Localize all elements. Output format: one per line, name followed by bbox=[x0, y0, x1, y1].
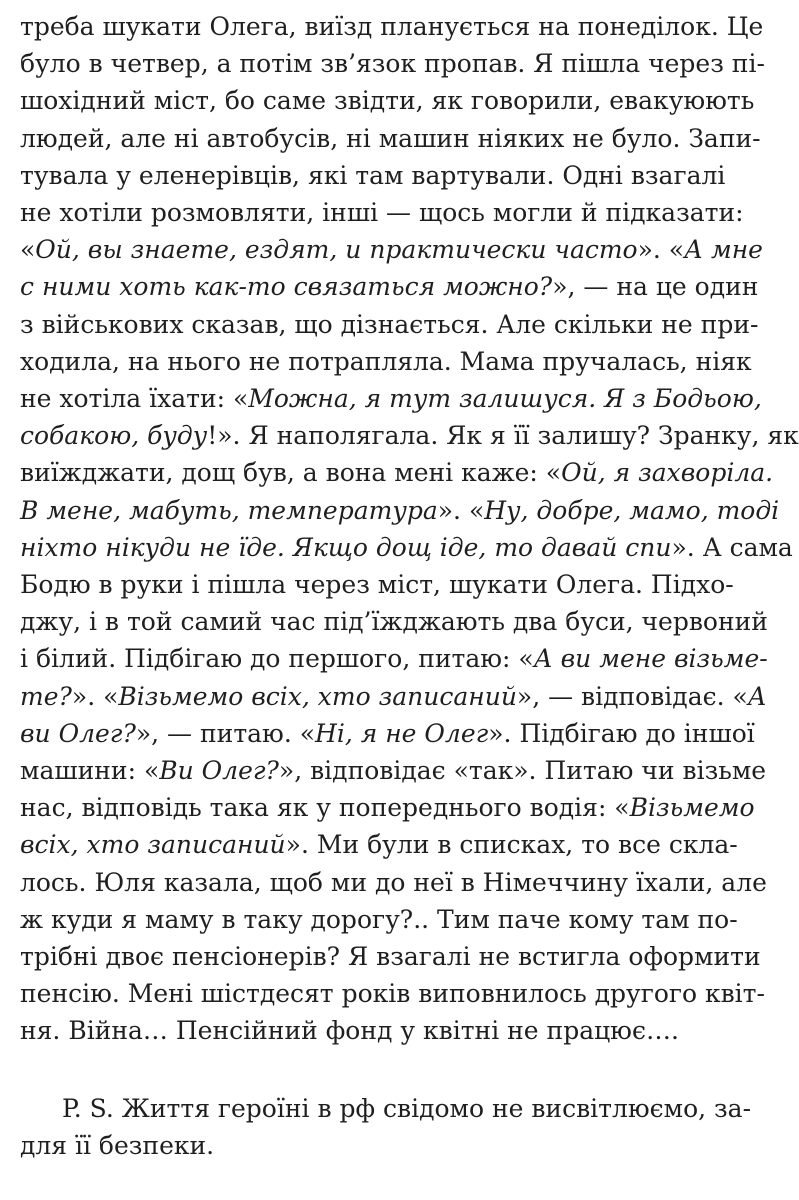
text-line bbox=[20, 938, 761, 975]
text-line bbox=[20, 231, 763, 268]
text-line bbox=[20, 901, 738, 938]
text-segment: людей, але ні автобусів, ні машин ніяких не було. Запи- bbox=[20, 123, 761, 153]
italic-quote-segment: с ними хоть как-то связаться можно? bbox=[20, 272, 553, 302]
document-page bbox=[20, 8, 799, 1164]
italic-quote-segment: ви Олег? bbox=[20, 718, 136, 748]
text-line bbox=[20, 8, 764, 45]
text-line bbox=[20, 678, 767, 715]
text-segment: ». Підбігаю до іншої bbox=[488, 718, 755, 748]
text-segment: нас, відповідь така як у попереднього водія: « bbox=[20, 793, 630, 823]
italic-quote-segment: Ні, я не Олег bbox=[315, 718, 489, 748]
body-paragraph-main bbox=[20, 8, 799, 1050]
text-line bbox=[20, 268, 759, 305]
text-line bbox=[20, 380, 762, 417]
text-segment: трібні двоє пенсіонерів? Я взагалі не встигла оформити bbox=[20, 942, 761, 972]
text-line bbox=[20, 1127, 692, 1164]
italic-quote-segment: Можна, я тут залишуся. Я з Бодьою, bbox=[248, 384, 762, 414]
italic-quote-segment: ніхто нікуди не їде. Якщо дощ іде, то давай спи bbox=[20, 532, 672, 562]
text-segment: ». А сама bbox=[671, 532, 793, 562]
italic-quote-segment: собакою, буду bbox=[20, 421, 208, 451]
text-segment: ». Ми були в списках, то все скла- bbox=[285, 830, 738, 860]
text-segment: з військових сказав, що дізнається. Але скільки не при- bbox=[20, 309, 759, 339]
text-segment: джу, і в той самий час під’їжджають два буси, червоний bbox=[20, 607, 768, 637]
text-segment: !». Я наполягала. Як я її залишу? Зранку, як bbox=[207, 421, 799, 451]
text-line bbox=[20, 640, 768, 677]
text-segment: », відповідає «так». Питаю чи візьме bbox=[278, 756, 767, 786]
text-segment: ». « bbox=[437, 495, 485, 525]
italic-quote-segment: Візьмемо всіх, хто записаний bbox=[118, 681, 517, 711]
text-segment: », — відповідає. « bbox=[516, 681, 748, 711]
text-segment: виїжджати, дощ був, а вона мені каже: « bbox=[20, 458, 562, 488]
text-segment: тувала у еленерівців, які там вартували. Одні взагалі bbox=[20, 160, 726, 190]
text-segment: ». « bbox=[637, 235, 685, 265]
text-line bbox=[20, 157, 726, 194]
italic-quote-segment: те? bbox=[20, 681, 72, 711]
text-line bbox=[20, 864, 767, 901]
text-segment: », — питаю. « bbox=[135, 718, 316, 748]
text-segment: Бодю в руки і пішла через міст, шукати Олега. Підхо- bbox=[20, 570, 734, 600]
text-line bbox=[20, 120, 761, 157]
text-segment: для її безпеки. bbox=[20, 1130, 215, 1160]
text-segment: і білий. Підбігаю до першого, питаю: « bbox=[20, 644, 534, 674]
text-line bbox=[20, 826, 738, 863]
text-segment: було в четвер, а потім зв’язок пропав. Я пішла через пі- bbox=[20, 49, 765, 79]
italic-quote-segment: В мене, мабуть, температура bbox=[20, 495, 438, 525]
text-line bbox=[20, 82, 755, 119]
text-line bbox=[20, 1090, 752, 1127]
text-segment: пенсію. Мені шістдесят років виповнилось другого квіт- bbox=[20, 979, 765, 1009]
text-segment: не хотіла їхати: « bbox=[20, 384, 249, 414]
text-line bbox=[20, 715, 755, 752]
text-line bbox=[20, 194, 744, 231]
text-segment: машини: « bbox=[20, 756, 160, 786]
text-segment: ж куди я маму в таку дорогу?.. Тим паче кому там по- bbox=[20, 904, 738, 934]
paragraph-spacing bbox=[20, 1050, 692, 1090]
text-line bbox=[20, 1012, 692, 1049]
italic-quote-segment: А мне bbox=[684, 235, 763, 265]
italic-quote-segment: Ой, я захворіла. bbox=[561, 458, 774, 488]
text-line bbox=[20, 752, 767, 789]
text-line bbox=[20, 45, 765, 82]
italic-quote-segment: Ну, добре, мамо, тоді bbox=[484, 495, 780, 525]
italic-quote-segment: А ви мене візьме- bbox=[533, 644, 768, 674]
text-segment: P. S. Життя героїні в рф свідомо не висвітлюємо, за- bbox=[62, 1093, 752, 1123]
text-segment: ходила, на нього не потрапляла. Мама пручалась, ніяк bbox=[20, 346, 752, 376]
italic-quote-segment: А bbox=[747, 681, 767, 711]
text-line bbox=[20, 975, 765, 1012]
text-line bbox=[20, 343, 752, 380]
text-segment: », — на це один bbox=[552, 272, 759, 302]
text-segment: треба шукати Олега, виїзд планується на понеділок. Це bbox=[20, 12, 764, 41]
text-segment: ». « bbox=[71, 681, 119, 711]
text-line bbox=[20, 417, 799, 454]
text-segment: ня. Війна… Пенсійний фонд у квітні не працює…. bbox=[20, 1016, 679, 1046]
text-line bbox=[20, 566, 734, 603]
italic-quote-segment: Візьмемо bbox=[629, 793, 755, 823]
italic-quote-segment: Ви Олег? bbox=[159, 756, 279, 786]
text-line bbox=[20, 454, 774, 491]
text-line bbox=[20, 492, 780, 529]
text-line bbox=[20, 789, 755, 826]
text-line bbox=[20, 529, 793, 566]
text-segment: лось. Юля казала, щоб ми до неї в Німеччину їхали, але bbox=[20, 867, 767, 897]
text-segment: шохідний міст, бо саме звідти, як говорили, евакуюють bbox=[20, 86, 755, 116]
italic-quote-segment: всіх, хто записаний bbox=[20, 830, 286, 860]
text-line bbox=[20, 306, 759, 343]
text-segment: « bbox=[20, 235, 36, 265]
italic-quote-segment: Ой, вы знаете, ездят, и практически часто bbox=[35, 235, 638, 265]
text-segment: не хотіли розмовляти, інші — щось могли й підказати: bbox=[20, 198, 744, 228]
text-line bbox=[20, 603, 768, 640]
body-paragraph-postscript bbox=[20, 1090, 752, 1164]
